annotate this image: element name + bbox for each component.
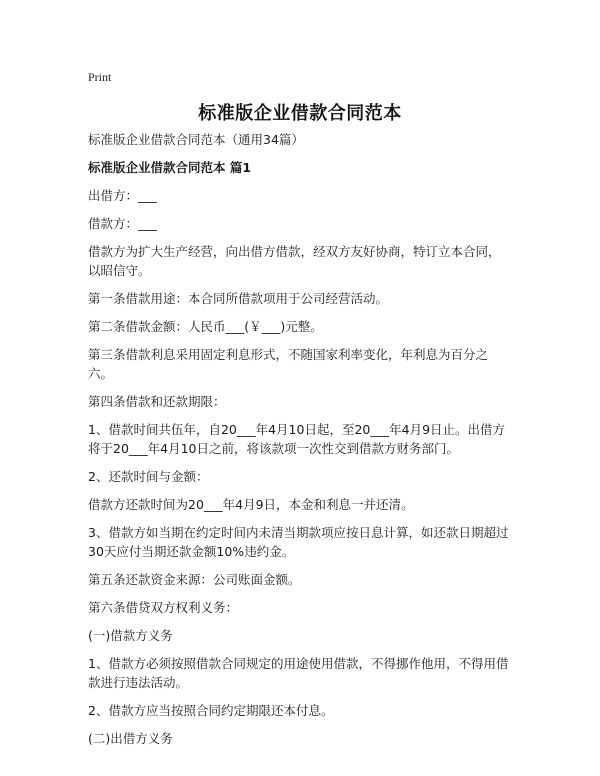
- clause-1: 第一条借款用途：本合同所借款项用于公司经营活动。: [88, 291, 389, 306]
- borrower-line: 借款方：___: [88, 216, 157, 231]
- borrower-duties-heading: (一)借款方义务: [88, 628, 173, 643]
- clause-4-item-3: 3、借款方如当期在约定时间内未清当期款项应按日息计算，如还款日期超过30天应付当期还款金额10%违约金。: [88, 525, 509, 559]
- print-label: Print: [88, 70, 112, 84]
- clause-2: 第二条借款金额：人民币___(￥___)元整。: [88, 319, 323, 334]
- document-subtitle: 标准版企业借款合同范本（通用34篇）: [88, 132, 304, 147]
- document-body: [88, 130, 512, 757]
- intro-paragraph: 借款方为扩大生产经营，向出借方借款，经双方友好协商，特订立本合同，以昭信守。: [88, 244, 501, 278]
- clause-3: 第三条借款利息采用固定利息形式，不随国家利率变化，年利息为百分之六。: [88, 347, 489, 381]
- document-title: 标准版企业借款合同范本: [198, 103, 402, 124]
- clause-5: 第五条还款资金来源：公司账面金额。: [88, 572, 301, 587]
- lender-duties-heading: (二)出借方义务: [88, 731, 173, 746]
- borrower-duty-1: 1、借款方必须按照借款合同规定的用途使用借款，不得挪作他用，不得用借款进行违法活动。: [88, 656, 509, 690]
- repayment-time: 借款方还款时间为20___年4月9日，本金和利息一并还清。: [88, 497, 414, 512]
- lender-line: 出借方：___: [88, 188, 157, 203]
- borrower-duty-2: 2、借款方应当按照合同约定期限还本付息。: [88, 703, 334, 718]
- section-heading: 标准版企业借款合同范本 篇1: [88, 160, 252, 175]
- clause-4-item-1: 1、借款时间共伍年，自20___年4月10日起，至20___年4月9日止。出借方将于20___年4月10日之前，将该款项一次性交到借款方财务部门。: [88, 422, 506, 456]
- clause-6: 第六条借贷双方权利义务：: [88, 600, 239, 615]
- clause-4-item-2: 2、还款时间与金额：: [88, 469, 209, 484]
- clause-4: 第四条借款和还款期限：: [88, 394, 226, 409]
